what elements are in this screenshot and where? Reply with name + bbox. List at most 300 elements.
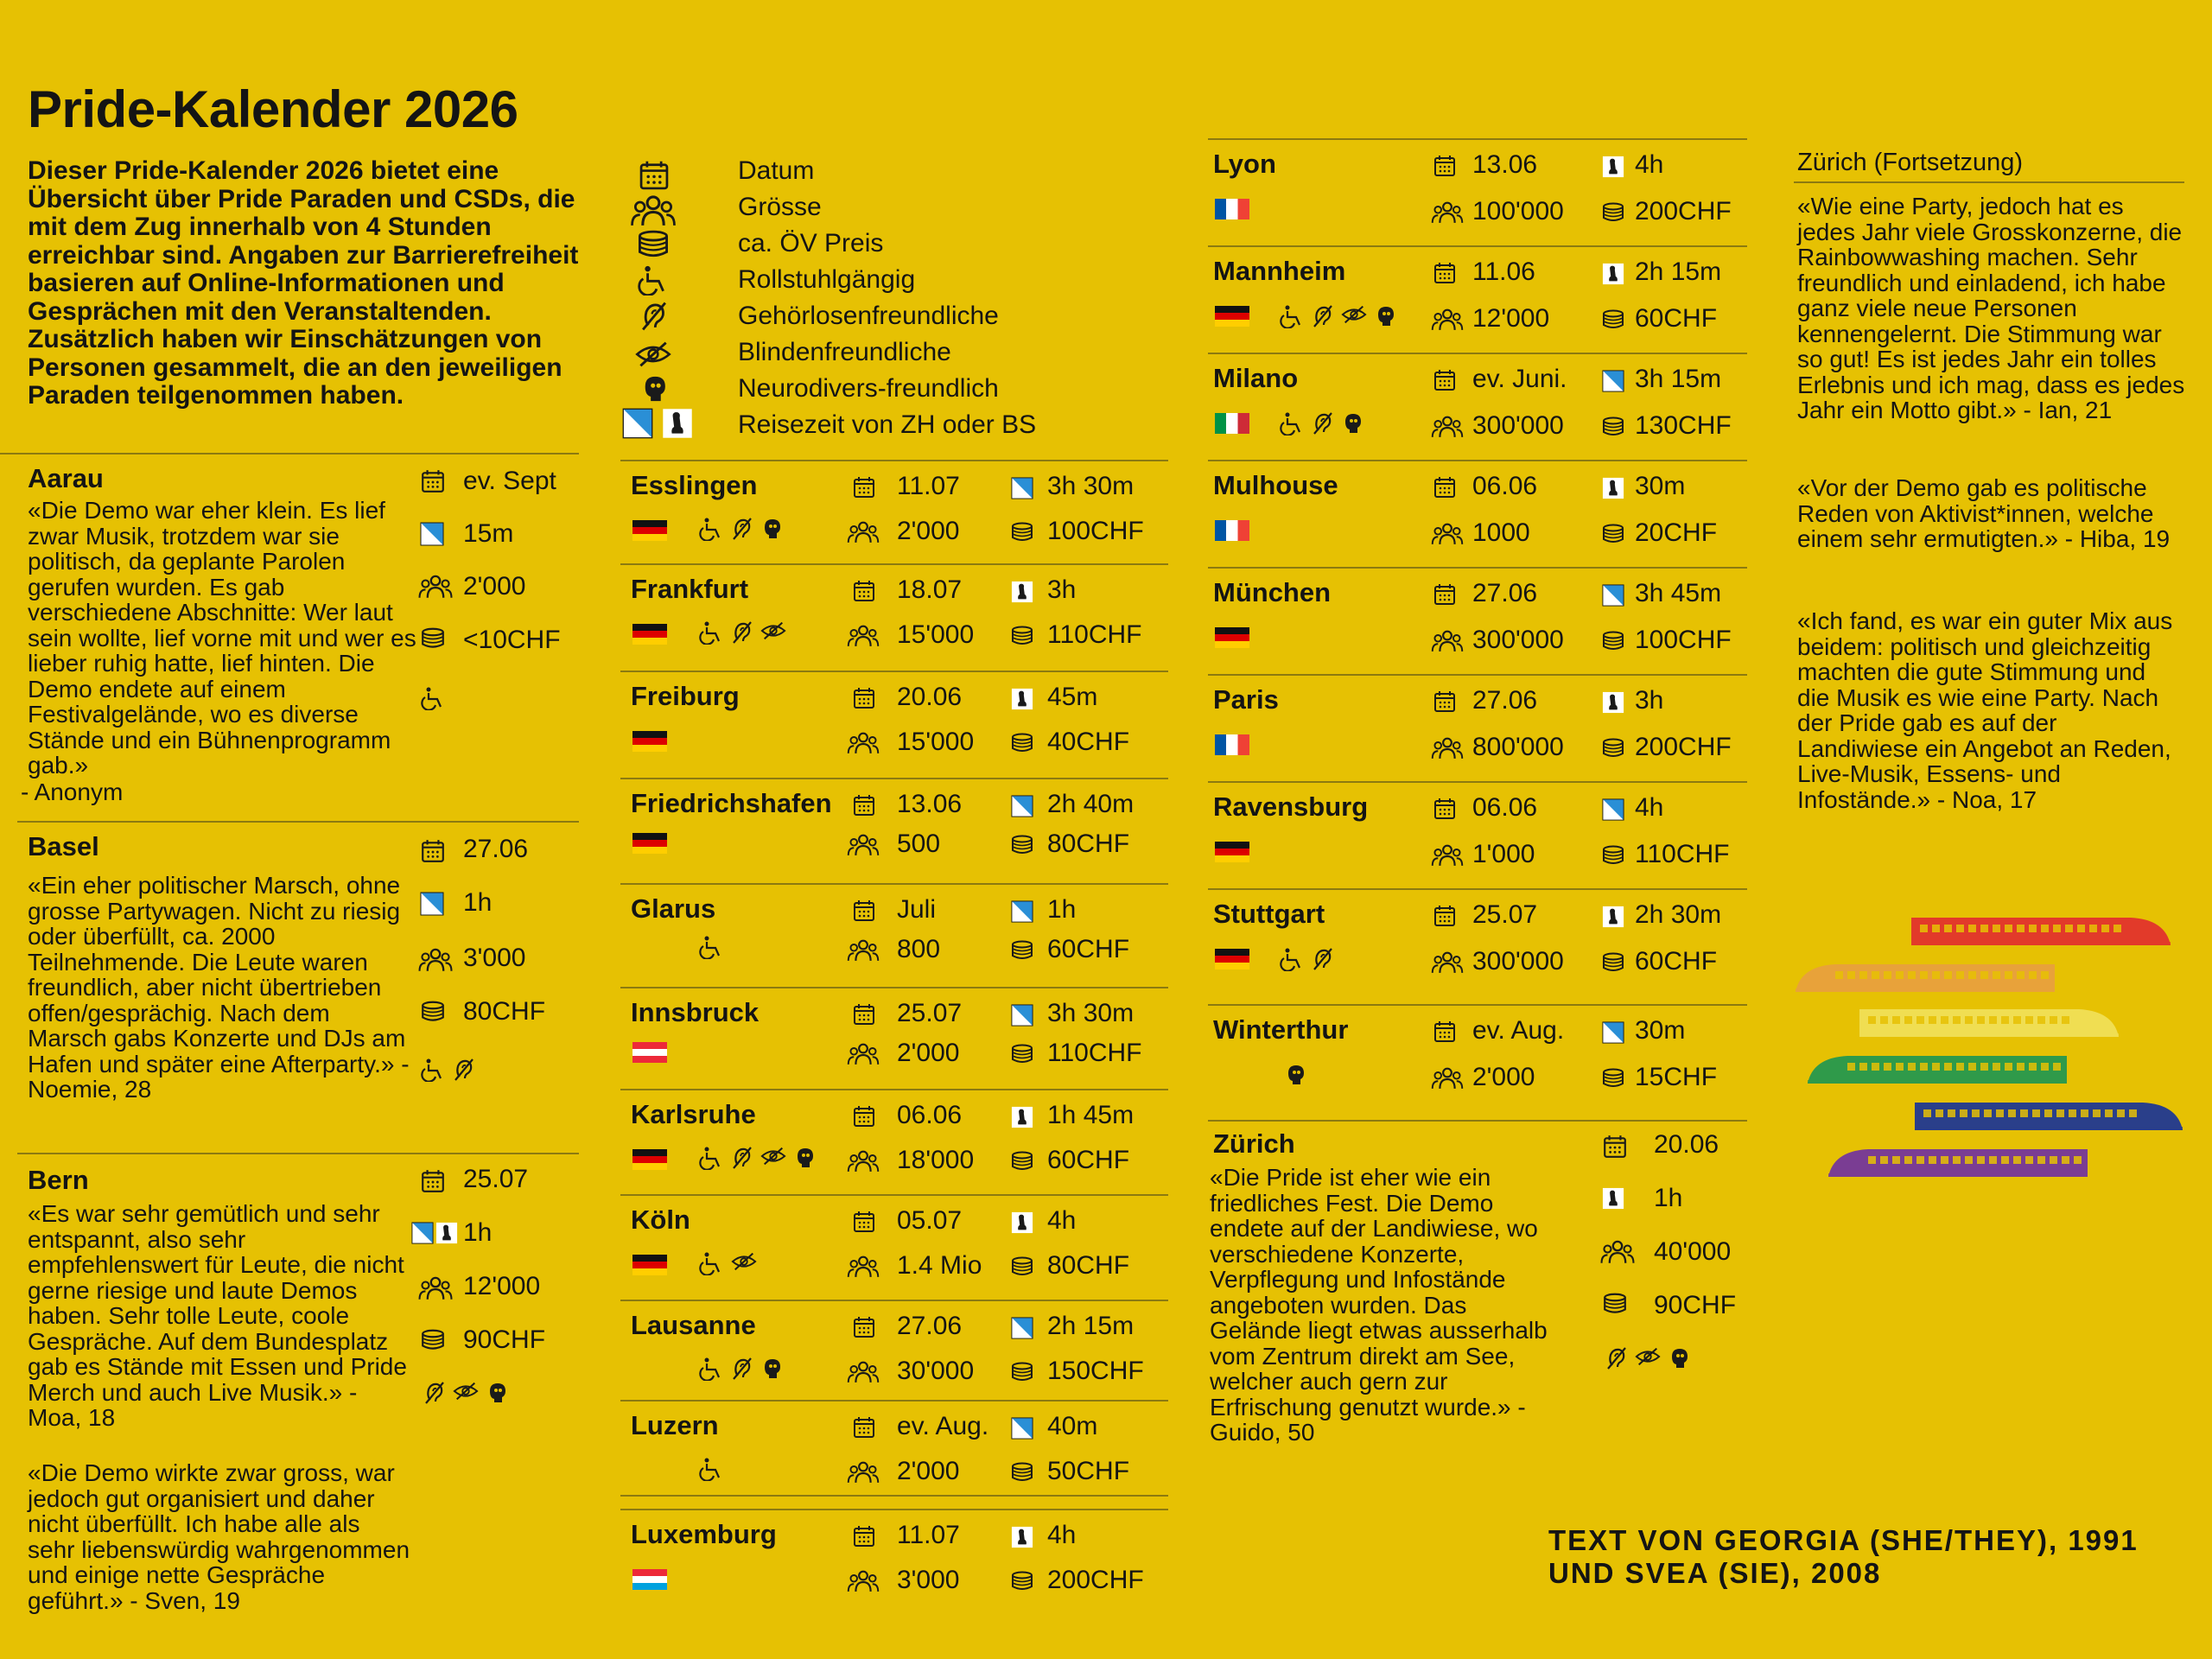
coin-icon — [1602, 1293, 1628, 1315]
coin-icon — [636, 230, 671, 259]
accessibility-icons — [420, 686, 446, 710]
basel-flag-icon — [1011, 1211, 1033, 1234]
city-name: Frankfurt — [631, 574, 749, 604]
accessibility-icons — [1284, 1063, 1306, 1087]
travel-time: 3h 15m — [1635, 365, 1722, 393]
people-icon — [418, 947, 453, 973]
quote-author: - Anonym — [21, 779, 124, 805]
accessibility-icons — [698, 935, 724, 959]
divider — [1208, 1120, 1747, 1122]
basel-flag-icon — [1011, 1526, 1033, 1548]
quote: «Die Demo wirkte zwar gross, war jedoch gut organisiert und daher nicht überfüllt. Ich habe alle als sehr liebenswürdig wahrgenommen und einige nette Gespräche geführt.» - Sven, 19 — [28, 1459, 410, 1614]
price: 110CHF — [1635, 840, 1730, 868]
flag-icon-fr — [1215, 199, 1249, 219]
calendar-icon — [1433, 368, 1457, 392]
travel-time: 15m — [463, 519, 514, 548]
country-flag — [1215, 520, 1249, 541]
coin-icon — [420, 1329, 446, 1351]
wheelchair-icon — [698, 1251, 724, 1275]
size: 300'000 — [1472, 947, 1564, 976]
price: 100CHF — [1047, 517, 1144, 545]
divider — [0, 453, 579, 454]
people-icon — [1431, 1066, 1464, 1090]
page-title: Pride-Kalender 2026 — [28, 80, 518, 138]
city-name: Innsbruck — [631, 997, 760, 1027]
city-name: Lausanne — [631, 1310, 756, 1340]
wheelchair-icon — [1279, 304, 1305, 328]
price: 60CHF — [1047, 935, 1130, 963]
people-icon — [631, 194, 676, 228]
zurich-flag-icon — [1602, 370, 1624, 392]
date: 05.07 — [897, 1206, 963, 1235]
date: 11.07 — [897, 1521, 960, 1549]
city-name: Luxemburg — [631, 1519, 777, 1549]
legend-travel: Reisezeit von ZH oder BS — [738, 410, 1037, 439]
calendar-icon — [1602, 1134, 1628, 1160]
basel-flag-icon — [662, 408, 693, 439]
date: 27.06 — [1472, 686, 1538, 715]
people-icon — [1431, 843, 1464, 868]
coin-icon — [1009, 1362, 1035, 1382]
divider — [1208, 245, 1747, 247]
divider — [1208, 888, 1747, 890]
wheelchair-icon — [698, 620, 724, 645]
date: 25.07 — [897, 999, 963, 1027]
blind-icon — [1341, 304, 1367, 328]
people-icon — [1431, 415, 1464, 439]
divider — [620, 563, 1168, 565]
deaf-icon — [731, 620, 753, 645]
people-icon — [418, 574, 453, 600]
date: 27.06 — [1472, 579, 1538, 607]
travel-time: 1h — [1654, 1184, 1683, 1212]
train-icon — [1808, 1051, 2067, 1087]
travel-time: 3h 30m — [1047, 472, 1135, 500]
blind-icon — [453, 1381, 479, 1405]
country-flag — [1215, 734, 1249, 755]
price: 200CHF — [1635, 197, 1732, 226]
zurich-flag-icon — [420, 892, 444, 916]
blind-icon — [634, 340, 672, 368]
quote: «Vor der Demo gab es politische Reden von Aktivist*innen, welche einem sehr ermutigten.» - Hiba, 19 — [1797, 474, 2171, 552]
blind-icon — [760, 1146, 786, 1170]
calendar-icon — [1433, 904, 1457, 928]
flag-icon-lu — [632, 1569, 667, 1590]
deaf-icon — [731, 517, 753, 541]
flag-icon-it — [1215, 413, 1249, 434]
price: 100CHF — [1635, 626, 1732, 654]
coin-icon — [1009, 1151, 1035, 1172]
coin-icon — [1009, 522, 1035, 543]
neuro-icon — [760, 517, 783, 541]
deaf-icon — [731, 1146, 753, 1170]
legend-date: Datum — [738, 156, 815, 185]
travel-time: 1h — [463, 888, 493, 917]
flag-icon-de — [1215, 949, 1249, 969]
section-heading: Zürich (Fortsetzung) — [1797, 149, 2024, 176]
flag-icon-de — [632, 1149, 667, 1170]
neuro-icon — [1284, 1063, 1306, 1087]
basel-flag-icon — [1011, 688, 1033, 710]
wheelchair-icon — [636, 264, 671, 296]
zurich-flag-icon — [1011, 795, 1033, 817]
flag-icon-fr — [1215, 520, 1249, 541]
date: 20.06 — [1654, 1130, 1719, 1159]
legend-blind: Blindenfreundliche — [738, 338, 951, 366]
legend-price: ca. ÖV Preis — [738, 229, 884, 257]
people-icon — [847, 1569, 880, 1593]
neuro-icon — [639, 373, 669, 404]
deaf-icon — [731, 1357, 753, 1381]
neuro-icon — [760, 1357, 783, 1381]
travel-time: 3h 30m — [1047, 999, 1135, 1027]
date: 27.06 — [897, 1312, 963, 1340]
coin-icon — [1600, 309, 1626, 330]
accessibility-icons — [1279, 411, 1363, 435]
size: 2'000 — [463, 572, 526, 601]
size: 40'000 — [1654, 1237, 1732, 1266]
price: 60CHF — [1635, 304, 1718, 333]
city-name: München — [1213, 577, 1332, 607]
date: ev. Aug. — [1472, 1016, 1565, 1045]
neuro-icon — [486, 1381, 508, 1405]
divider — [1208, 674, 1747, 676]
coin-icon — [1600, 952, 1626, 973]
size: 3'000 — [897, 1566, 960, 1594]
coin-icon — [1600, 416, 1626, 437]
people-icon — [847, 624, 880, 648]
people-icon — [847, 1255, 880, 1279]
people-icon — [1431, 950, 1464, 975]
divider — [1208, 1004, 1747, 1006]
zurich-flag-icon — [420, 522, 444, 546]
size: 300'000 — [1472, 626, 1564, 654]
travel-time: 3h 45m — [1635, 579, 1722, 607]
city-name: Bern — [28, 1165, 89, 1195]
wheelchair-icon — [420, 1058, 446, 1082]
zurich-flag-icon — [622, 408, 653, 439]
travel-time: 3h — [1047, 575, 1077, 604]
calendar-icon — [1433, 690, 1457, 714]
calendar-icon — [852, 1315, 876, 1339]
zurich-flag-icon — [1011, 1004, 1033, 1027]
coin-icon — [1600, 524, 1626, 544]
city-name: Karlsruhe — [631, 1099, 756, 1129]
coin-icon — [1009, 626, 1035, 646]
train-icon — [1911, 912, 2171, 949]
neuro-icon — [1374, 304, 1396, 328]
city-name: Zürich — [1213, 1128, 1295, 1159]
wheelchair-icon — [698, 1146, 724, 1170]
divider — [1208, 567, 1747, 569]
calendar-icon — [1433, 582, 1457, 607]
flag-icon-de — [632, 731, 667, 752]
country-flag — [632, 1255, 667, 1275]
coin-icon — [1009, 1044, 1035, 1065]
city-name: Ravensburg — [1213, 791, 1369, 822]
flag-icon-de — [1215, 627, 1249, 648]
date: Juli — [897, 895, 937, 924]
basel-flag-icon — [1011, 1106, 1033, 1128]
city-name: Mulhouse — [1213, 470, 1338, 500]
calendar-icon — [852, 1524, 876, 1548]
wheelchair-icon — [698, 935, 724, 959]
people-icon — [847, 1360, 880, 1384]
flag-icon-de — [632, 833, 667, 854]
legend-neuro: Neurodivers-freundlich — [738, 374, 999, 403]
flag-icon-de — [1215, 306, 1249, 327]
wheelchair-icon — [698, 1457, 724, 1481]
country-flag — [1215, 842, 1249, 862]
date: ev. Aug. — [897, 1412, 989, 1440]
divider — [17, 1153, 579, 1154]
people-icon — [1431, 200, 1464, 225]
country-flag — [632, 624, 667, 645]
zurich-flag-icon — [1011, 477, 1033, 499]
zurich-flag-icon — [1602, 1021, 1624, 1044]
size: 3'000 — [463, 944, 526, 972]
travel-time: 4h — [1047, 1206, 1077, 1235]
people-icon — [1431, 522, 1464, 546]
wheelchair-icon — [698, 1357, 724, 1381]
country-flag — [1215, 413, 1249, 434]
basel-flag-icon — [1602, 1187, 1624, 1210]
calendar-icon — [420, 468, 446, 494]
legend-deaf: Gehörlosenfreundliche — [738, 302, 999, 330]
city-name: Mannheim — [1213, 256, 1346, 286]
date: 27.06 — [463, 835, 529, 863]
coin-icon — [1600, 202, 1626, 223]
calendar-icon — [852, 1210, 876, 1234]
quote: «Die Pride ist eher wie ein friedliches Fest. Die Demo endete auf der Landiwiese, wo verschiedene Konzerte, Verpflegung und Infostände angeboten wurden. Das Gelände liegt etwas ausserhalb vom Zentrum direkt am See, welcher auch gern zur Erfrischung genutzt wurde.» - Guido, 50 — [1210, 1164, 1548, 1446]
divider — [17, 821, 579, 823]
accessibility-icons — [1279, 947, 1334, 971]
divider — [620, 671, 1168, 672]
price: 15CHF — [1635, 1063, 1718, 1091]
city-name: Paris — [1213, 684, 1279, 715]
price: 80CHF — [463, 997, 546, 1026]
travel-time: 2h 15m — [1047, 1312, 1135, 1340]
travel-time: 4h — [1635, 793, 1664, 822]
date: 25.07 — [463, 1165, 529, 1193]
credit — [1548, 1524, 2139, 1590]
price: <10CHF — [463, 626, 561, 654]
basel-flag-icon — [1602, 477, 1624, 499]
travel-time: 4h — [1635, 150, 1664, 179]
price: 90CHF — [463, 1325, 546, 1354]
price: 20CHF — [1635, 518, 1718, 547]
calendar-icon — [852, 686, 876, 710]
date: ev. Sept — [463, 467, 556, 495]
calendar-icon — [852, 1104, 876, 1128]
divider — [1794, 181, 2184, 183]
quote: «Wie eine Party, jedoch hat es jedes Jahr viele Grosskonzerne, die Rainbowwashing machen. Sehr freundlich und einladend, ich habe ganz viele neue Personen kennengelernt. Die Stimmung war so gut! Es ist jedes Jahr ein tolles Erlebnis und ich mag, dass es jedes Jahr ein Motto gibt.» - Ian, 21 — [1797, 193, 2185, 423]
accessibility-icons — [1605, 1346, 1690, 1370]
people-icon — [847, 833, 880, 857]
train-icon — [1859, 1004, 2119, 1040]
deaf-icon — [453, 1058, 475, 1082]
country-flag — [632, 520, 667, 541]
credit-line: TEXT VON GEORGIA (SHE/THEY), 1991 — [1548, 1524, 2139, 1556]
coin-icon — [1009, 835, 1035, 855]
calendar-icon — [852, 793, 876, 817]
size: 300'000 — [1472, 411, 1564, 440]
travel-time: 30m — [1635, 1016, 1686, 1045]
divider — [1208, 781, 1747, 783]
calendar-icon — [638, 159, 671, 192]
city-name: Freiburg — [631, 681, 740, 711]
price: 60CHF — [1047, 1146, 1130, 1174]
accessibility-icons — [698, 1146, 816, 1170]
deaf-icon — [1312, 411, 1334, 435]
travel-time: 45m — [1047, 683, 1098, 711]
travel-time: 2h 30m — [1635, 900, 1722, 929]
size: 12'000 — [1472, 304, 1550, 333]
date: ev. Juni. — [1472, 365, 1567, 393]
blind-icon — [731, 1251, 757, 1275]
wheelchair-icon — [420, 686, 446, 710]
coin-icon — [1600, 1068, 1626, 1089]
date: 25.07 — [1472, 900, 1538, 929]
blind-icon — [760, 620, 786, 645]
price: 200CHF — [1635, 733, 1732, 761]
coin-icon — [1009, 1571, 1035, 1592]
divider — [1208, 138, 1747, 140]
coin-icon — [1600, 845, 1626, 866]
size: 2'000 — [897, 1039, 960, 1067]
divider — [620, 1509, 1168, 1510]
city-name: Köln — [631, 1205, 690, 1235]
people-icon — [418, 1275, 453, 1301]
date: 13.06 — [1472, 150, 1538, 179]
calendar-icon — [1433, 1020, 1457, 1044]
size: 1000 — [1472, 518, 1530, 547]
accessibility-icons — [423, 1381, 508, 1405]
price: 60CHF — [1635, 947, 1718, 976]
travel-time: 3h — [1635, 686, 1664, 715]
travel-time: 4h — [1047, 1521, 1077, 1549]
accessibility-icons — [698, 1457, 724, 1481]
travel-time: 2h 15m — [1635, 257, 1722, 286]
date: 20.06 — [897, 683, 963, 711]
quote: «Es war sehr gemütlich und sehr entspannt, also sehr empfehlenswert für Leute, die nicht gerne riesige und laute Demos haben. Sehr tolle Leute, coole Gespräche. Auf dem Bundesplatz gab es Stände mit Essen und Pride Merch und auch Live Musik.» - Moa, 18 — [28, 1200, 407, 1431]
travel-time: 40m — [1047, 1412, 1098, 1440]
zurich-flag-icon — [1011, 1417, 1033, 1440]
calendar-icon — [420, 1168, 446, 1194]
zurich-flag-icon — [1011, 1317, 1033, 1339]
divider — [620, 1400, 1168, 1402]
size: 12'000 — [463, 1272, 541, 1300]
calendar-icon — [1433, 475, 1457, 499]
date: 06.06 — [1472, 472, 1538, 500]
country-flag — [632, 1569, 667, 1590]
divider — [1208, 460, 1747, 461]
people-icon — [1600, 1239, 1635, 1265]
calendar-icon — [1433, 797, 1457, 821]
flag-icon-de — [632, 1255, 667, 1275]
neuro-icon — [793, 1146, 816, 1170]
calendar-icon — [852, 1415, 876, 1440]
date: 11.06 — [1472, 257, 1535, 286]
deaf-icon — [639, 301, 669, 332]
people-icon — [1431, 629, 1464, 653]
travel-time: 1h — [463, 1218, 493, 1247]
accessibility-icons — [420, 1058, 475, 1082]
date: 06.06 — [897, 1101, 963, 1129]
date: 11.07 — [897, 472, 960, 500]
train-icon — [1828, 1144, 2088, 1180]
basel-flag-icon — [1011, 581, 1033, 603]
wheelchair-icon — [1279, 411, 1305, 435]
travel-time: 1h — [1047, 895, 1077, 924]
price: 130CHF — [1635, 411, 1732, 440]
city-name: Glarus — [631, 893, 716, 924]
price: 80CHF — [1047, 830, 1130, 858]
accessibility-icons — [698, 620, 786, 645]
size: 15'000 — [897, 728, 975, 756]
calendar-icon — [852, 1002, 876, 1027]
basel-flag-icon — [1602, 156, 1624, 178]
flag-icon-de — [632, 520, 667, 541]
size: 1'000 — [1472, 840, 1535, 868]
city-name: Stuttgart — [1213, 899, 1325, 929]
divider — [620, 883, 1168, 885]
country-flag — [1215, 199, 1249, 219]
quote: «Ich fand, es war ein guter Mix aus beidem: politisch und gleichzeitig machten die gute Stimmung und die Musik es wie eine Party. Nach der Pride gab es auf der Landiwiese ein Angebot an Reden, Live-Musik, Essens- und Infostände.» - Noa, 17 — [1797, 607, 2173, 813]
size: 2'000 — [1472, 1063, 1535, 1091]
coin-icon — [1009, 1462, 1035, 1483]
country-flag — [1215, 949, 1249, 969]
zurich-flag-icon — [1011, 900, 1033, 923]
size: 500 — [897, 830, 941, 858]
accessibility-icons — [698, 1357, 783, 1381]
divider — [620, 1495, 1168, 1497]
price: 40CHF — [1047, 728, 1130, 756]
divider — [620, 987, 1168, 988]
size: 100'000 — [1472, 197, 1564, 226]
size: 2'000 — [897, 517, 960, 545]
intro-text: Dieser Pride-Kalender 2026 bietet eine Übersicht über Pride Paraden und CSDs, die mit dem Zug innerhalb von 4 Stunden erreichbar sind. Angaben zur Barrierefreiheit basieren auf Online-Informationen und Gesprächen mit den Veranstaltenden. Zusätzlich haben wir Einschätzungen von Personen gesammelt, die an den jeweiligen Paraden teilgenommen haben. — [28, 156, 579, 410]
neuro-icon — [1668, 1346, 1690, 1370]
divider — [620, 1300, 1168, 1301]
zurich-flag-icon — [411, 1222, 434, 1244]
city-name: Luzern — [631, 1410, 719, 1440]
country-flag — [632, 1042, 667, 1063]
divider — [1208, 353, 1747, 354]
price: 50CHF — [1047, 1457, 1130, 1485]
coin-icon — [1009, 940, 1035, 961]
neuro-icon — [1341, 411, 1363, 435]
coin-icon — [420, 627, 446, 650]
zurich-flag-icon — [1602, 584, 1624, 607]
divider — [620, 460, 1168, 461]
calendar-icon — [420, 838, 446, 864]
people-icon — [847, 1042, 880, 1066]
coin-icon — [1009, 1256, 1035, 1277]
country-flag — [632, 731, 667, 752]
city-name: Esslingen — [631, 470, 758, 500]
blind-icon — [1635, 1346, 1661, 1370]
people-icon — [847, 1460, 880, 1484]
calendar-icon — [852, 475, 876, 499]
size: 18'000 — [897, 1146, 975, 1174]
city-name: Winterthur — [1213, 1014, 1349, 1045]
travel-time: 1h 45m — [1047, 1101, 1135, 1129]
zurich-flag-icon — [1602, 798, 1624, 821]
train-icon — [1796, 959, 2055, 995]
calendar-icon — [852, 579, 876, 603]
date: 18.07 — [897, 575, 963, 604]
